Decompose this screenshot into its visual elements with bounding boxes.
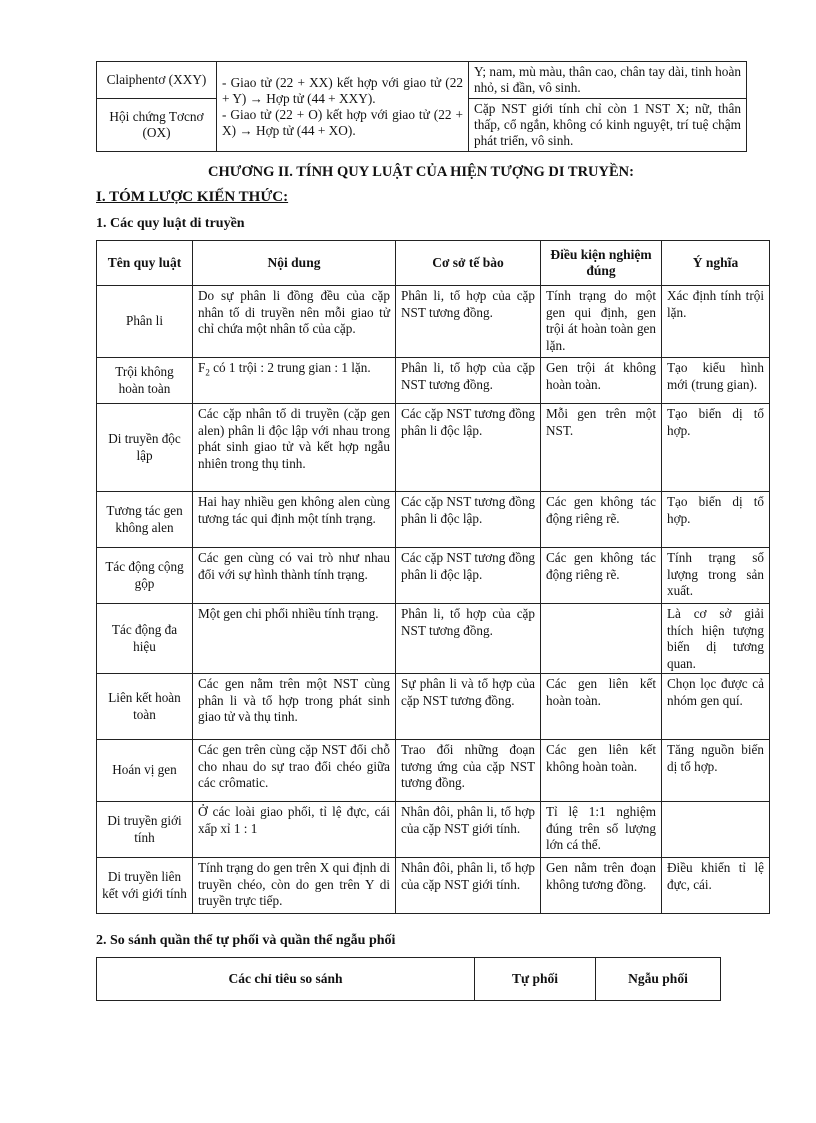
table-row bbox=[97, 286, 770, 358]
syndrome-name: Hội chứng Tơcnơ (OX) bbox=[97, 99, 217, 152]
syndrome-table bbox=[96, 61, 747, 152]
column-header: Tự phối bbox=[475, 958, 596, 1001]
law-cell-basis: Các cặp NST tương đồng phân li độc lập. bbox=[396, 404, 541, 492]
law-condition: Các gen không tác động riêng rẽ. bbox=[541, 548, 662, 604]
law-meaning: Tính trạng số lượng trong sản xuất. bbox=[662, 548, 770, 604]
subsection-title: 2. So sánh quần thể tự phối và quần thể ngẫu phối bbox=[96, 933, 396, 948]
column-header: Các chỉ tiêu so sánh bbox=[97, 958, 475, 1001]
table-row bbox=[97, 62, 747, 99]
column-header: Cơ sở tế bào bbox=[396, 241, 541, 286]
column-header: Tên quy luật bbox=[97, 241, 193, 286]
law-meaning: Chọn lọc được cả nhóm gen quí. bbox=[662, 674, 770, 740]
law-condition bbox=[541, 604, 662, 674]
column-header: Ý nghĩa bbox=[662, 241, 770, 286]
law-name: Tác động đa hiệu bbox=[97, 604, 193, 674]
section-title: I. TÓM LƯỢC KIẾN THỨC: bbox=[96, 189, 289, 205]
genetic-laws-table bbox=[96, 240, 770, 914]
syndrome-traits: Y; nam, mù màu, thân cao, chân tay dài, tinh hoàn nhỏ, si đần, vô sinh. bbox=[469, 62, 747, 99]
law-content: Ở các loài giao phối, tỉ lệ đực, cái xấp xỉ 1 : 1 bbox=[193, 802, 396, 858]
table-row bbox=[97, 740, 770, 802]
law-meaning: Điều khiển tỉ lệ đực, cái. bbox=[662, 858, 770, 914]
law-name: Tác động cộng gộp bbox=[97, 548, 193, 604]
law-meaning: Tạo biến dị tổ hợp. bbox=[662, 492, 770, 548]
table-row bbox=[97, 674, 770, 740]
table-header-row bbox=[97, 241, 770, 286]
law-name: Di truyền giới tính bbox=[97, 802, 193, 858]
table-row bbox=[97, 858, 770, 914]
column-header: Điều kiện nghiệm đúng bbox=[541, 241, 662, 286]
law-content: Các gen trên cùng cặp NST đổi chỗ cho nhau do sự trao đổi chéo giữa các crômatic. bbox=[193, 740, 396, 802]
comparison-table bbox=[96, 957, 721, 1001]
law-cell-basis: Các cặp NST tương đồng phân li độc lập. bbox=[396, 492, 541, 548]
law-meaning: Tạo biến dị tổ hợp. bbox=[662, 404, 770, 492]
law-condition: Gen nằm trên đoạn không tương đồng. bbox=[541, 858, 662, 914]
law-content: Một gen chi phối nhiều tính trạng. bbox=[193, 604, 396, 674]
syndrome-name: Claiphentơ (XXY) bbox=[97, 62, 217, 99]
law-condition: Tính trạng do một gen qui định, gen trội át hoàn toàn gen lặn. bbox=[541, 286, 662, 358]
law-name: Phân li bbox=[97, 286, 193, 358]
generation-subscript: 2 bbox=[205, 367, 210, 378]
syndrome-traits: Cặp NST giới tính chỉ còn 1 NST X; nữ, thân thấp, cổ ngắn, không có kinh nguyệt, trí tuệ chậm phát triển, vô sinh. bbox=[469, 99, 747, 152]
law-meaning: Là cơ sở giải thích hiện tượng biến dị tương quan. bbox=[662, 604, 770, 674]
column-header: Ngẫu phối bbox=[596, 958, 721, 1001]
law-name: Tương tác gen không alen bbox=[97, 492, 193, 548]
law-content bbox=[193, 358, 396, 404]
law-cell-basis: Phân li, tổ hợp của cặp NST tương đồng. bbox=[396, 358, 541, 404]
law-condition: Gen trội át không hoàn toàn. bbox=[541, 358, 662, 404]
law-name: Di truyền độc lập bbox=[97, 404, 193, 492]
law-content-text: có 1 trội : 2 trung gian : 1 lặn. bbox=[209, 360, 371, 375]
subsection-title: 1. Các quy luật di truyền bbox=[96, 216, 245, 231]
law-cell-basis: Nhân đôi, phân li, tổ hợp của cặp NST giới tính. bbox=[396, 802, 541, 858]
law-meaning bbox=[662, 802, 770, 858]
law-content: Do sự phân li đồng đều của cặp nhân tố di truyền nên mỗi giao tử chỉ chứa một nhân tố của cặp. bbox=[193, 286, 396, 358]
law-condition: Các gen không tác động riêng rẽ. bbox=[541, 492, 662, 548]
law-name: Di truyền liên kết với giới tính bbox=[97, 858, 193, 914]
law-condition: Mỗi gen trên một NST. bbox=[541, 404, 662, 492]
law-content: Các cặp nhân tố di truyền (cặp gen alen) phân li độc lập với nhau trong phát sinh giao tử và kết hợp ngẫu nhiên trong thụ tinh. bbox=[193, 404, 396, 492]
law-name: Liên kết hoàn toàn bbox=[97, 674, 193, 740]
table-row bbox=[97, 548, 770, 604]
law-condition: Tỉ lệ 1:1 nghiệm đúng trên số lượng lớn cá thể. bbox=[541, 802, 662, 858]
law-cell-basis: Phân li, tổ hợp của cặp NST tương đồng. bbox=[396, 604, 541, 674]
law-meaning: Tăng nguồn biến dị tổ hợp. bbox=[662, 740, 770, 802]
table-row bbox=[97, 404, 770, 492]
law-cell-basis: Nhân đôi, phân li, tổ hợp của cặp NST giới tính. bbox=[396, 858, 541, 914]
law-meaning: Xác định tính trội lặn. bbox=[662, 286, 770, 358]
column-header: Nội dung bbox=[193, 241, 396, 286]
chapter-title: CHƯƠNG II. TÍNH QUY LUẬT CỦA HIỆN TƯỢNG DI TRUYỀN: bbox=[208, 164, 634, 180]
generation-label: F bbox=[198, 360, 206, 375]
law-cell-basis: Phân li, tổ hợp của cặp NST tương đồng. bbox=[396, 286, 541, 358]
syndrome-mechanism: - Giao tử (22 + XX) kết hợp với giao tử (22 + Y) → Hợp tử (44 + XXY). - Giao tử (22 + O) kết hợp với giao tử (22 + X) → Hợp tử (44 + XO). bbox=[217, 62, 469, 152]
law-condition: Các gen liên kết không hoàn toàn. bbox=[541, 740, 662, 802]
table-row bbox=[97, 492, 770, 548]
law-name: Trội không hoàn toàn bbox=[97, 358, 193, 404]
law-meaning: Tạo kiểu hình mới (trung gian). bbox=[662, 358, 770, 404]
table-row bbox=[97, 358, 770, 404]
law-cell-basis: Các cặp NST tương đồng phân li độc lập. bbox=[396, 548, 541, 604]
law-condition: Các gen liên kết hoàn toàn. bbox=[541, 674, 662, 740]
table-row bbox=[97, 802, 770, 858]
table-header-row bbox=[97, 958, 721, 1001]
law-content: Tính trạng do gen trên X qui định di truyền chéo, còn do gen trên Y di truyền trực tiếp. bbox=[193, 858, 396, 914]
law-content: Các gen nằm trên một NST cùng phân li và tổ hợp trong phát sinh giao tử và thụ tinh. bbox=[193, 674, 396, 740]
law-cell-basis: Trao đổi những đoạn tương ứng của cặp NST tương đồng. bbox=[396, 740, 541, 802]
law-cell-basis: Sự phân li và tổ hợp của cặp NST tương đồng. bbox=[396, 674, 541, 740]
table-row bbox=[97, 604, 770, 674]
law-name: Hoán vị gen bbox=[97, 740, 193, 802]
law-content: Hai hay nhiều gen không alen cùng tương tác qui định một tính trạng. bbox=[193, 492, 396, 548]
law-content: Các gen cùng có vai trò như nhau đối với sự hình thành tính trạng. bbox=[193, 548, 396, 604]
